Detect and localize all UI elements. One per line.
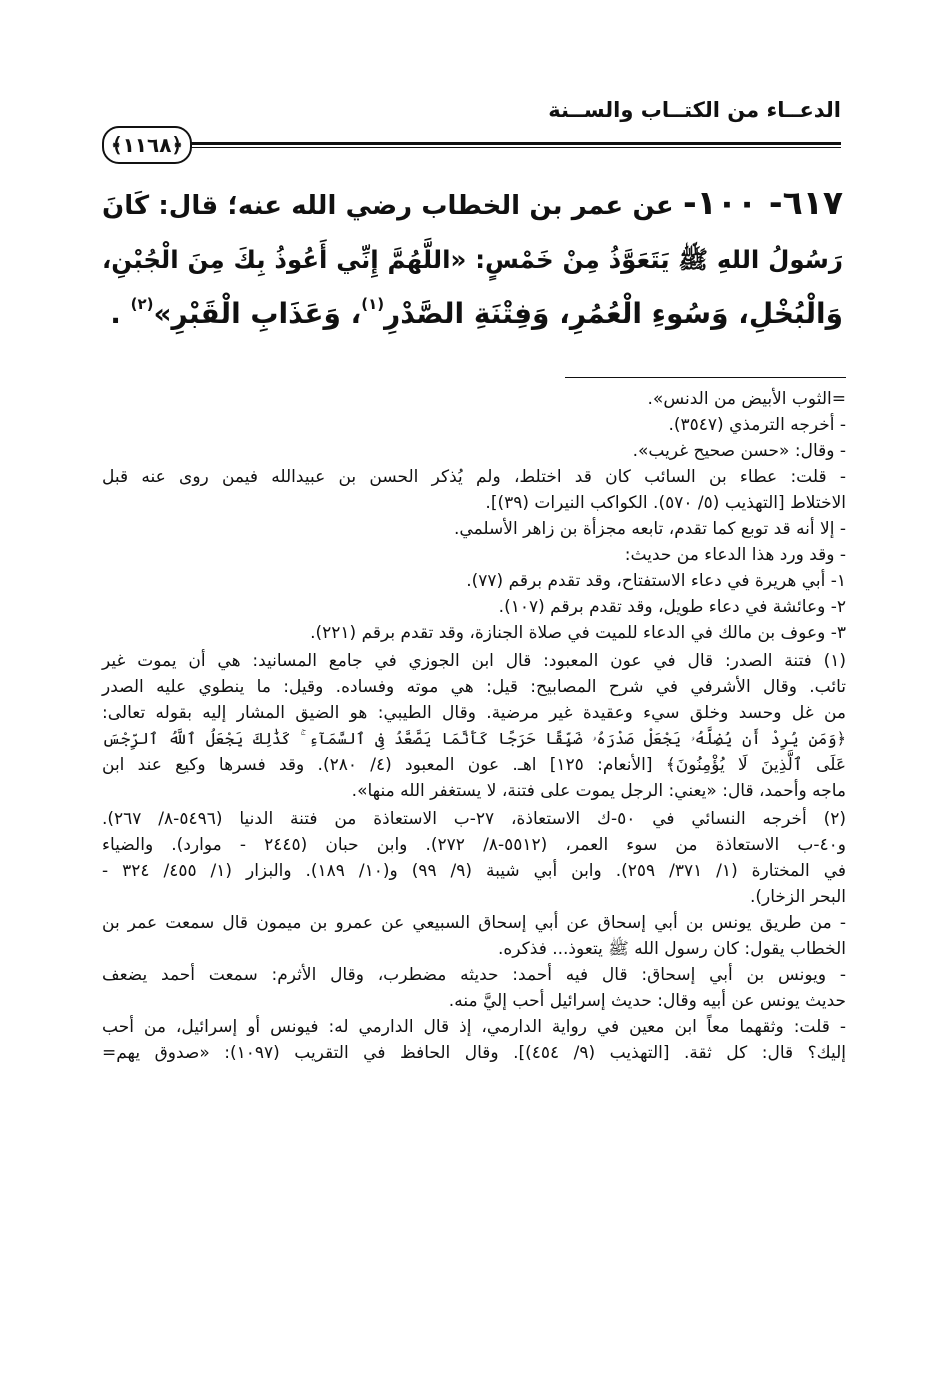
note-line: - إلا أنه قد توبع كما تقدم، تابعه مجزأة بن زاهر الأسلمي. <box>454 519 846 539</box>
page-number: ﴿١١٦٨﴾ <box>102 126 192 164</box>
footnote-ref-2: (٢) <box>130 295 154 313</box>
footnote-2-line: البحر الزخار). <box>749 887 846 907</box>
footnote-2-line: - ويونس بن أبي إسحاق: قال فيه أحمد: حديثه مضطرب، وقال الأثرم: سمعت أحمد يضعف <box>102 965 846 985</box>
quran-verse-line: ﴿وَمَن يُرِدْ أَن يُضِلَّهُۥ يَجْعَلْ صَدْرَهُۥ ضَيِّقًا حَرَجًا كَأَنَّمَا يَصَّعَّدُ فِى ٱلسَّمَآءِ ۚ كَذَٰلِكَ يَجْعَلُ ٱللَّهُ ٱلرِّجْسَ <box>102 729 846 748</box>
footnote-2-line: حديث يونس عن أبيه وقال: حديث إسرائيل أحب إليَّ منه. <box>448 991 846 1011</box>
footnote-ref-1: (١) <box>361 295 385 313</box>
footnote-2-line: - قلت: وثقهما معاً ابن معين في رواية الدارمي، إذ قال الدارمي له: فيونس أو إسرائيل، من أحب <box>102 1017 846 1037</box>
hadith-line-2: رَسُولُ اللهِ ﷺ يَتَعَوَّذُ مِنْ خَمْسٍ: «اللَّهُمَّ إِنِّي أَعُوذُ بِكَ مِنَ الْجُبْنِ، <box>102 245 843 274</box>
hadith-line-1-text: عن عمر بن الخطاب رضي الله عنه؛ قال: كَانَ <box>102 191 674 221</box>
note-line: ٣- وعوف بن مالك في الدعاء للميت في صلاة الجنازة، وقد تقدم برقم (٢٢١). <box>310 623 846 643</box>
header-rule <box>185 142 841 145</box>
footnote-1-line: ماجه وأحمد، قال: «يعني: الرجل يموت على فتنة، لا يستغفر الله منها». <box>351 781 846 801</box>
note-line: - وقد ورد هذا الدعاء من حديث: <box>624 545 846 565</box>
note-line: =الثوب الأبيض من الدنس». <box>647 389 846 409</box>
hadith-text <box>102 176 843 345</box>
footnote-1-line: تائب. وقال الأشرفي في شرح المصابيح: قيل: هي موته وفساده. وقيل: ما ينطوي عليه الصدر <box>102 677 846 697</box>
note-line: الاختلاط [التهذيب (٥/ ٥٧٠). الكواكب النيرات (٣٩)]. <box>485 493 846 513</box>
note-line: - وقال: «حسن صحيح غريب». <box>632 441 846 461</box>
hadith-number: ٦١٧- ١٠٠- <box>682 183 843 222</box>
footnotes <box>102 386 846 1066</box>
running-header-title: الدعــاء من الكتــاب والســنة <box>548 98 841 122</box>
footnote-1-line: (١) فتنة الصدر: قال في عون المعبود: قال ابن الجوزي في جامع المسانيد: هي أن يموت غير <box>102 651 846 671</box>
hadith-line-3-b: ، وَعَذَابِ الْقَبْرِ» <box>153 297 362 330</box>
note-line: ١- أبي هريرة في دعاء الاستفتاح، وقد تقدم برقم (٧٧). <box>466 571 846 591</box>
footnote-2-line: إليك؟ قال: كل ثقة. [التهذيب (٩/ ٤٥٤)]. وقال الحافظ في التقريب (١٠٩٧): «صدوق يهم= <box>102 1043 846 1063</box>
footnote-2-line: الخطاب يقول: كان رسول الله ﷺ يتعوذ... فذكره. <box>497 939 846 959</box>
footnote-1-line: من غل وحسد وخلق سيء وعقيدة غير مرضية. وقال الطيبي: هو الضيق المشار إليه بقوله تعالى: <box>102 703 846 723</box>
note-line: ٢- وعائشة في دعاء طويل، وقد تقدم برقم (١٠٧). <box>498 597 846 617</box>
hadith-line-3-a: وَالْبُخْلِ، وَسُوءِ الْعُمُرِ، وَفِتْنَةِ الصَّدْرِ <box>384 297 843 330</box>
note-line: - قلت: عطاء بن السائب كان قد اختلط، ولم يُذكر الحسن بن عبيدالله فيمن روى عنه قبل <box>102 467 846 487</box>
note-line: - أخرجه الترمذي (٣٥٤٧). <box>668 415 846 435</box>
header-rule-thin <box>185 147 841 148</box>
footnote-separator <box>565 377 846 378</box>
footnote-1-line: عَلَى ٱلَّذِينَ لَا يُؤْمِنُونَ﴾ [الأنعام: ١٢٥] اهـ. عون المعبود (٤/ ٢٨٠). وقد فسرها وكيع عند ابن <box>102 755 846 775</box>
hadith-line-1 <box>102 176 843 233</box>
hadith-line-3 <box>102 287 843 345</box>
hadith-line-3-end: . <box>110 297 121 330</box>
footnote-2-line: في المختارة (١/ ٣٧١/ ٢٥٩). وابن أبي شيبة (٩/ ٩٩) و(١٠/ ١٨٩). والبزار (١/ ٤٥٥/ ٣٢٤ - <box>102 861 847 881</box>
footnote-2-line: (٢) أخرجه النسائي في ٥٠-ك الاستعاذة، ٢٧-ب الاستعاذة من فتنة الدنيا (٥٤٩٦-٨/ ٢٦٧). <box>102 809 846 829</box>
footnote-2-line: و٤٠-ب الاستعاذة من سوء العمر، (٥٥١٢-٨/ ٢٧٢). وابن حبان (٢٤٤٥ - موارد). والضياء <box>102 835 846 855</box>
footnote-2-line: - من طريق يونس بن أبي إسحاق عن أبي إسحاق السبيعي عن عمرو بن ميمون قال سمعت عمر بن <box>102 913 846 933</box>
